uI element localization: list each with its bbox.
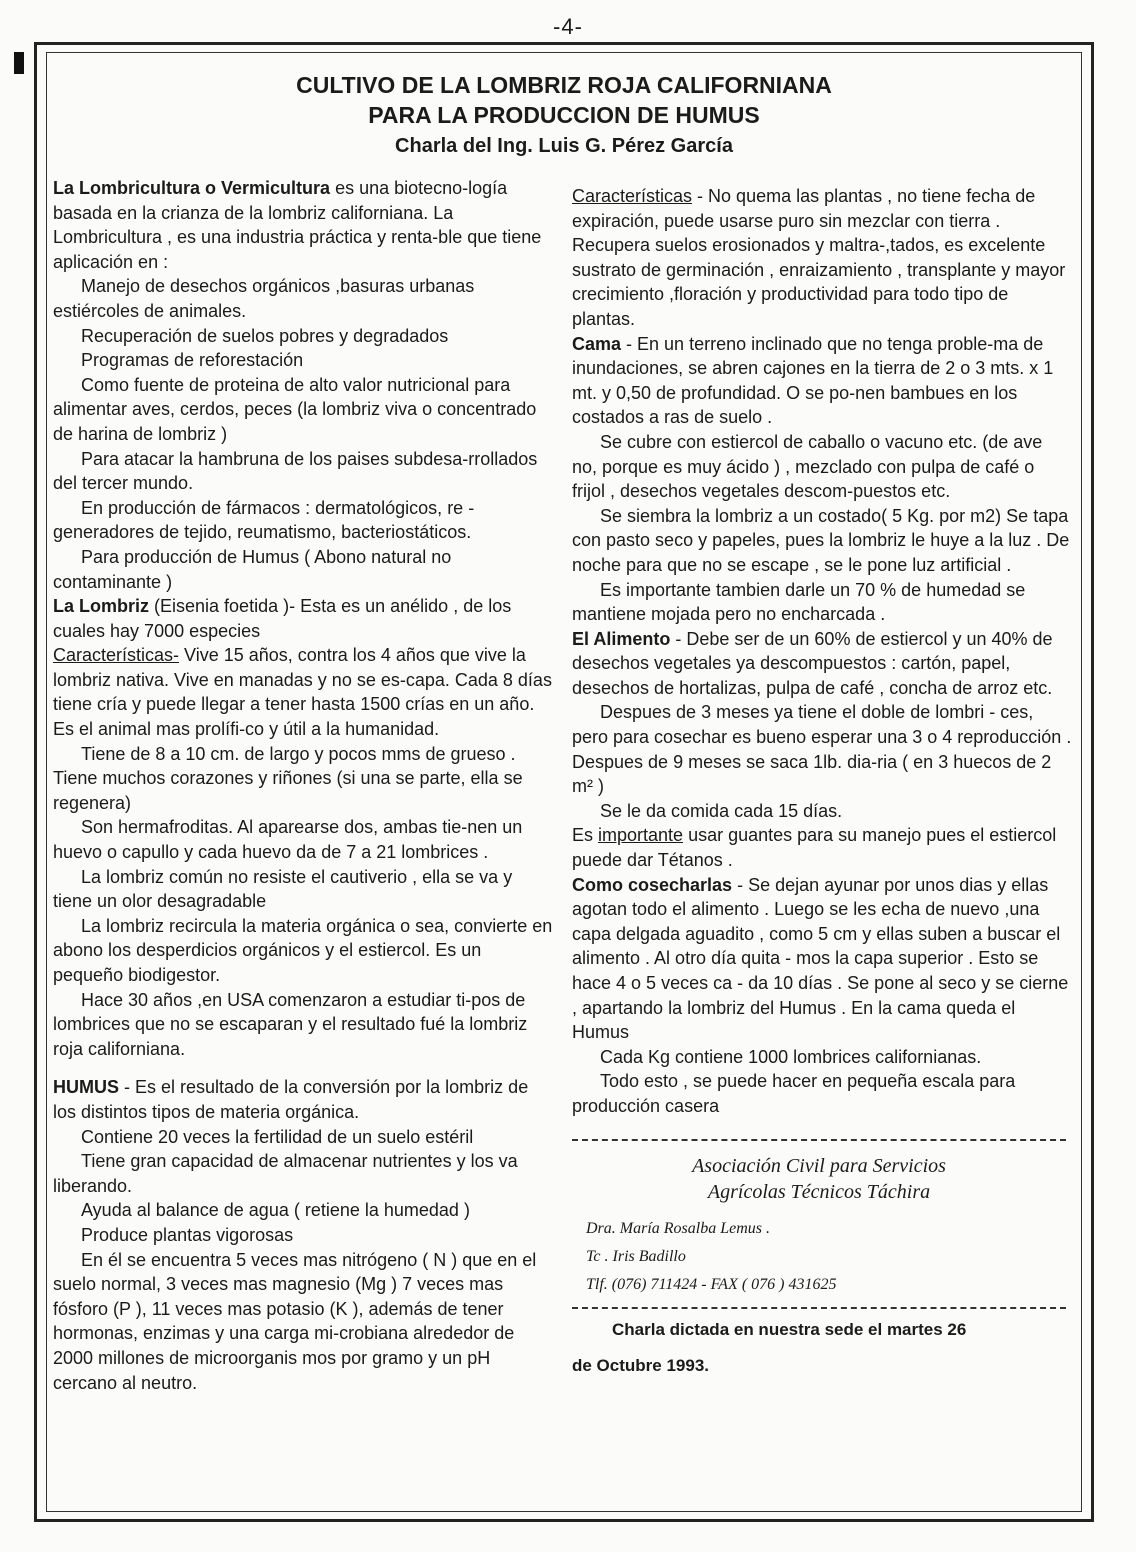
paragraph: Programas de reforestación bbox=[81, 350, 304, 371]
left-column bbox=[53, 176, 553, 1395]
paragraph: La lombriz recircula la materia orgánica o sea, convierte en abono los desperdicios orgánicos y el estiercol. Es un pequeño biodigestor. bbox=[53, 915, 553, 985]
paragraph: - Es el resultado de la conversión por la lombriz de los distintos tipos de materia orgánica. bbox=[53, 1077, 529, 1122]
paragraph: Recuperación de suelos pobres y degradados bbox=[81, 325, 449, 346]
paragraph: Tiene de 8 a 10 cm. de largo y pocos mms de grueso . Tiene muchos corazones y riñones (si una se parte, ella se regenera) bbox=[53, 743, 523, 813]
title-line-1: CULTIVO DE LA LOMBRIZ ROJA CALIFORNIANA bbox=[296, 72, 832, 98]
contact-name-2: Tc . Iris Badillo bbox=[586, 1247, 686, 1265]
page-number: -4- bbox=[553, 14, 583, 39]
paragraph: Es importante tambien darle un 70 % de humedad se mantiene mojada pero no encharcada . bbox=[572, 579, 1026, 625]
paragraph: Despues de 3 meses ya tiene el doble de lombri - ces, pero para cosechar es bueno esperar una 3 o 4 reproducción . Despues de 9 meses se saca 1lb. dia-ria ( en 3 huecos de 2 m² ) bbox=[572, 702, 1072, 797]
organization-line-2: Agrícolas Técnicos Táchira bbox=[707, 1180, 931, 1203]
lead-bold: La Lombricultura o Vermicultura bbox=[53, 178, 331, 198]
paragraph: Para producción de Humus ( Abono natural no contaminante ) bbox=[53, 546, 452, 592]
paragraph: Es bbox=[572, 825, 599, 846]
paragraph: Tiene gran capacidad de almacenar nutrientes y los va liberando. bbox=[53, 1151, 518, 1196]
organization-line-1: Asociación Civil para Servicios bbox=[692, 1154, 946, 1177]
paragraph: En él se encuentra 5 veces mas nitrógeno ( N ) que en el suelo normal, 3 veces mas magnesio (Mg ) 7 veces mas fósforo (P ), 11 veces mas potasio (K ), además de tener hormonas, enzimas y una carga mi-crobiana alrededor de 2000 millones de microorganis mos por gramo y un pH cercano al neutro. bbox=[53, 1249, 537, 1393]
subhead-cama: Cama bbox=[572, 333, 622, 354]
paragraph: - No quema las plantas , no tiene fecha de expiración, puede usarse puro sin mezclar con tierra . Recupera suelos erosionados y maltra-,tados, es excelente sustrato de germinación , enraizamiento , transplante y mayor crecimiento ,floración y productividad para todo tipo de plantas. bbox=[572, 186, 1066, 329]
underlined-importante: importante bbox=[598, 825, 684, 846]
subhead-alimento: El Alimento bbox=[572, 628, 671, 649]
title-line-2: PARA LA PRODUCCION DE HUMUS bbox=[368, 102, 760, 128]
byline: Charla del Ing. Luis G. Pérez García bbox=[395, 135, 733, 157]
contact-block bbox=[572, 1215, 1072, 1299]
subhead-cosecharlas: Como cosecharlas bbox=[572, 874, 733, 895]
paragraph: Vive 15 años, contra los 4 años que vive la lombriz nativa. Vive en manadas y no se es-capa. Cada 8 días tiene cría y puede llegar a tener hasta 1500 crías en un año. Es el animal mas prolífi-co y útil a la humanidad. bbox=[53, 645, 552, 740]
paragraph: usar guantes para su manejo pues el estiercol puede dar Tétanos . bbox=[572, 825, 1057, 871]
paragraph: Todo esto , se puede hacer en pequeña escala para producción casera bbox=[572, 1071, 1016, 1116]
paragraph: La lombriz común no resiste el cautiverio , ella se va y tiene un olor desagradable bbox=[53, 866, 513, 912]
paragraph: Cada Kg contiene 1000 lombrices californianas. bbox=[600, 1046, 982, 1067]
paragraph: - En un terreno inclinado que no tenga proble-ma de inundaciones, se abren cajones en la tierra de 2 o 3 mts. x 1 mt. y 0,50 de profundidad. O se po-nen bambues en los costados a ras de suelo . bbox=[572, 333, 1054, 428]
footer-note-line-1: Charla dictada en nuestra sede el martes 26 bbox=[612, 1319, 967, 1339]
dashed-divider-2 bbox=[572, 1307, 1066, 1309]
subhead-caracteristicas-humus: Características bbox=[572, 186, 693, 206]
article-header bbox=[46, 70, 1082, 160]
footer-note-line-2: de Octubre 1993. bbox=[572, 1355, 710, 1375]
paragraph: Contiene 20 veces la fertilidad de un suelo estéril bbox=[81, 1126, 474, 1147]
subhead-caracteristicas: Características- bbox=[53, 645, 180, 666]
contact-name-1: Dra. María Rosalba Lemus . bbox=[586, 1219, 771, 1237]
paragraph: Como fuente de proteina de alto valor nutricional para alimentar aves, cerdos, peces (la lombriz viva o concentrado de harina de lombriz ) bbox=[53, 374, 537, 444]
paragraph: Hace 30 años ,en USA comenzaron a estudiar ti-pos de lombrices que no se escaparan y el resultado fué la lombriz roja californiana. bbox=[53, 989, 528, 1059]
contact-phone: Tlf. (076) 711424 - FAX ( 076 ) 431625 bbox=[586, 1275, 837, 1293]
subhead-lombriz: La Lombriz bbox=[53, 596, 150, 617]
paragraph: Se le da comida cada 15 días. bbox=[600, 800, 843, 821]
right-column bbox=[572, 184, 1072, 1381]
paragraph: Son hermafroditas. Al aparearse dos, ambas tie-nen un huevo o capullo y cada huevo da de 7 a 21 lombrices . bbox=[53, 817, 523, 863]
paragraph: Para atacar la hambruna de los paises subdesa-rrollados del tercer mundo. bbox=[53, 448, 538, 494]
paragraph: Se siembra la lombriz a un costado( 5 Kg. por m2) Se tapa con pasto seco y papeles, pues la lombriz le huye a la luz . De noche para que no se escape , se le pone luz artificial . bbox=[572, 505, 1070, 575]
paragraph: Manejo de desechos orgánicos ,basuras urbanas estiércoles de animales. bbox=[53, 276, 475, 321]
dashed-divider bbox=[572, 1139, 1066, 1141]
paragraph: Ayuda al balance de agua ( retiene la humedad ) bbox=[81, 1200, 470, 1221]
paragraph: es una biotecno-logía basada en la crianza de la lombriz californiana. La Lombricultura , es una industria práctica y renta-ble que tiene aplicación en : bbox=[53, 178, 542, 272]
subhead-humus: HUMUS bbox=[53, 1077, 119, 1098]
paragraph: Se cubre con estiercol de caballo o vacuno etc. (de ave no, porque es muy ácido ) , mezclado con pulpa de café o frijol , desechos vegetales descom-puestos etc. bbox=[572, 431, 1043, 502]
paragraph: - Se dejan ayunar por unos dias y ellas agotan todo el alimento . Luego se les echa de nuevo ,una capa delgada aguadito , como 5 cm y ellas suben a buscar el alimento . Al otro día quita - mos la capa superior . Esto se hace 4 o 5 veces ca - da 10 días . Se pone al seco y se cierne , apartando la lombriz del Humus . En la cama queda el Humus bbox=[572, 874, 1069, 1043]
paragraph: - Debe ser de un 60% de estiercol y un 40% de desechos vegetales ya descompuestos : cartón, papel, desechos de hortalizas, pulpa de café , concha de arroz etc. bbox=[572, 628, 1053, 698]
corner-mark bbox=[14, 52, 24, 74]
paragraph: En producción de fármacos : dermatológicos, re - generadores de tejido, reumatismo, bacteriostáticos. bbox=[53, 497, 475, 543]
paragraph: (Eisenia foetida )- Esta es un anélido , de los cuales hay 7000 especies bbox=[53, 596, 512, 641]
paragraph: Produce plantas vigorosas bbox=[81, 1224, 294, 1245]
